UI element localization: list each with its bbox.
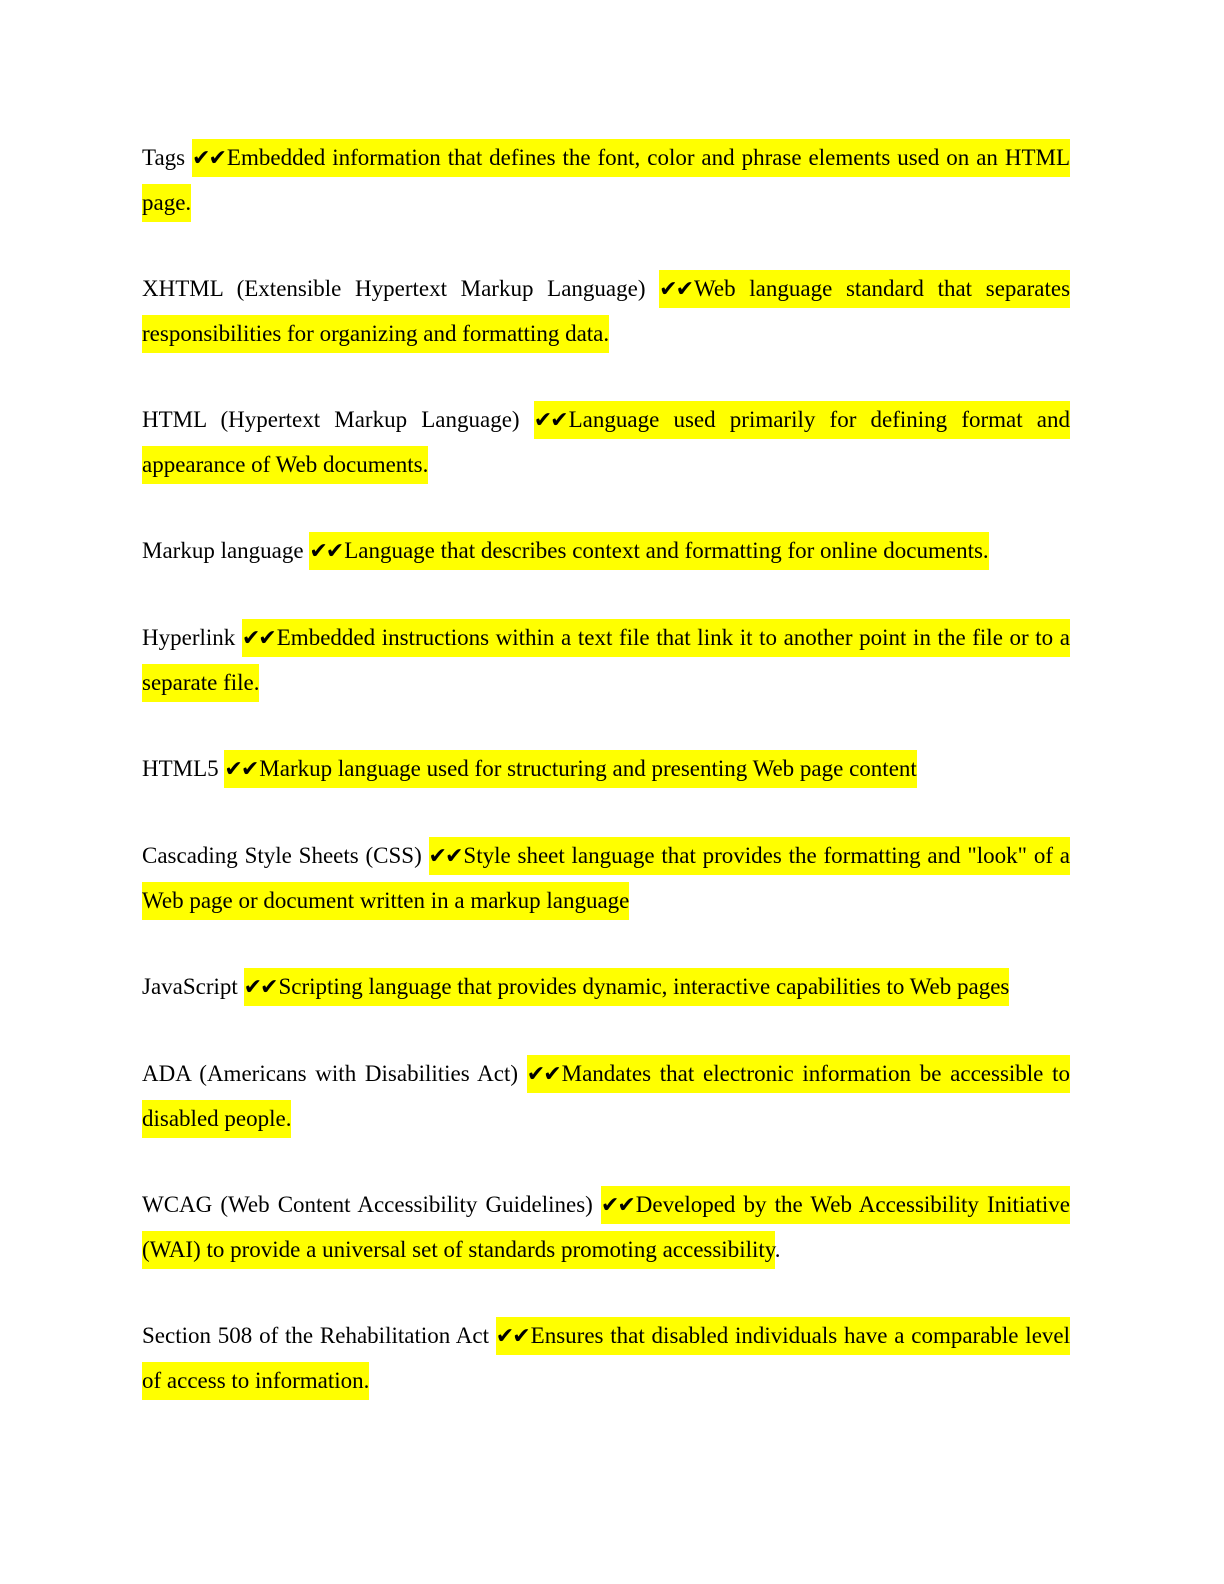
entry-html5 [142, 747, 1070, 792]
entry-javascript [142, 965, 1070, 1010]
entry-definition: Language used primarily for defining format and appearance of Web documents. [142, 407, 1071, 477]
entry-term: Tags [142, 145, 186, 170]
double-checkmark-icon: ✔✔ [600, 1193, 634, 1218]
spacer [142, 574, 1070, 616]
double-checkmark-icon: ✔✔ [526, 1062, 560, 1087]
highlighted-definition [142, 139, 1070, 222]
spacer [142, 1010, 1070, 1052]
entry-definition: Web language standard that separates responsibilities for organizing and formatting data. [142, 276, 1071, 346]
double-checkmark-icon: ✔✔ [309, 539, 343, 564]
double-checkmark-icon: ✔✔ [192, 146, 225, 171]
entry-ada [142, 1052, 1070, 1141]
entry-definition: Embedded information that defines the font, color and phrase elements used on an HTML page. [142, 145, 1071, 215]
entry-definition: Style sheet language that provides the formatting and "look" of a Web page or document written in a markup language [142, 843, 1070, 913]
entry-definition: Ensures that disabled individuals have a comparable level of access to information. [142, 1323, 1070, 1393]
double-checkmark-icon: ✔✔ [241, 626, 275, 651]
entry-definition: Language that describes context and formatting for online documents. [344, 538, 989, 563]
spacer [142, 1272, 1070, 1314]
entry-section-508 [142, 1314, 1070, 1403]
highlighted-definition [309, 532, 988, 570]
spacer [142, 1141, 1070, 1183]
highlighted-definition [224, 750, 916, 788]
entry-xhtml [142, 267, 1070, 356]
double-checkmark-icon: ✔✔ [659, 277, 693, 302]
double-checkmark-icon: ✔✔ [224, 757, 258, 782]
entry-term: Section 508 of the Rehabilitation Act [142, 1323, 489, 1348]
entry-definition: Markup language used for structuring and presenting Web page content [259, 756, 917, 781]
entry-tags [142, 136, 1070, 225]
double-checkmark-icon: ✔✔ [243, 975, 277, 1000]
entry-term: Hyperlink [142, 625, 236, 650]
entry-trailing: . [774, 1237, 781, 1262]
entry-term: ADA (Americans with Disabilities Act) [142, 1061, 519, 1086]
spacer [142, 705, 1070, 747]
double-checkmark-icon: ✔✔ [533, 408, 567, 433]
document-page [142, 136, 1070, 1403]
spacer [142, 487, 1070, 529]
entry-term: HTML (Hypertext Markup Language) [142, 407, 520, 432]
double-checkmark-icon: ✔✔ [495, 1324, 529, 1349]
spacer [142, 923, 1070, 965]
entry-html [142, 398, 1070, 487]
double-checkmark-icon: ✔✔ [428, 844, 462, 869]
entry-term: JavaScript [142, 974, 238, 999]
highlighted-definition [142, 619, 1070, 702]
entry-markup-language [142, 529, 1070, 574]
entry-definition: Developed by the Web Accessibility Initiative (WAI) to provide a universal set of standards promoting accessibility [142, 1192, 1070, 1262]
entry-wcag [142, 1183, 1070, 1272]
entry-term: HTML5 [142, 756, 219, 781]
spacer [142, 792, 1070, 834]
entry-definition: Mandates that electronic information be accessible to disabled people. [142, 1061, 1071, 1131]
spacer [142, 356, 1070, 398]
entry-css [142, 834, 1070, 923]
entry-term: Markup language [142, 538, 304, 563]
entry-term: Cascading Style Sheets (CSS) [142, 843, 422, 868]
entry-hyperlink [142, 616, 1070, 705]
entry-definition: Embedded instructions within a text file that link it to another point in the file or to a separate file. [142, 625, 1070, 695]
entry-definition: Scripting language that provides dynamic, interactive capabilities to Web pages [278, 974, 1010, 999]
spacer [142, 225, 1070, 267]
entry-term: XHTML (Extensible Hypertext Markup Language) [142, 276, 646, 301]
entry-term: WCAG (Web Content Accessibility Guidelines) [142, 1192, 593, 1217]
highlighted-definition [244, 968, 1010, 1006]
